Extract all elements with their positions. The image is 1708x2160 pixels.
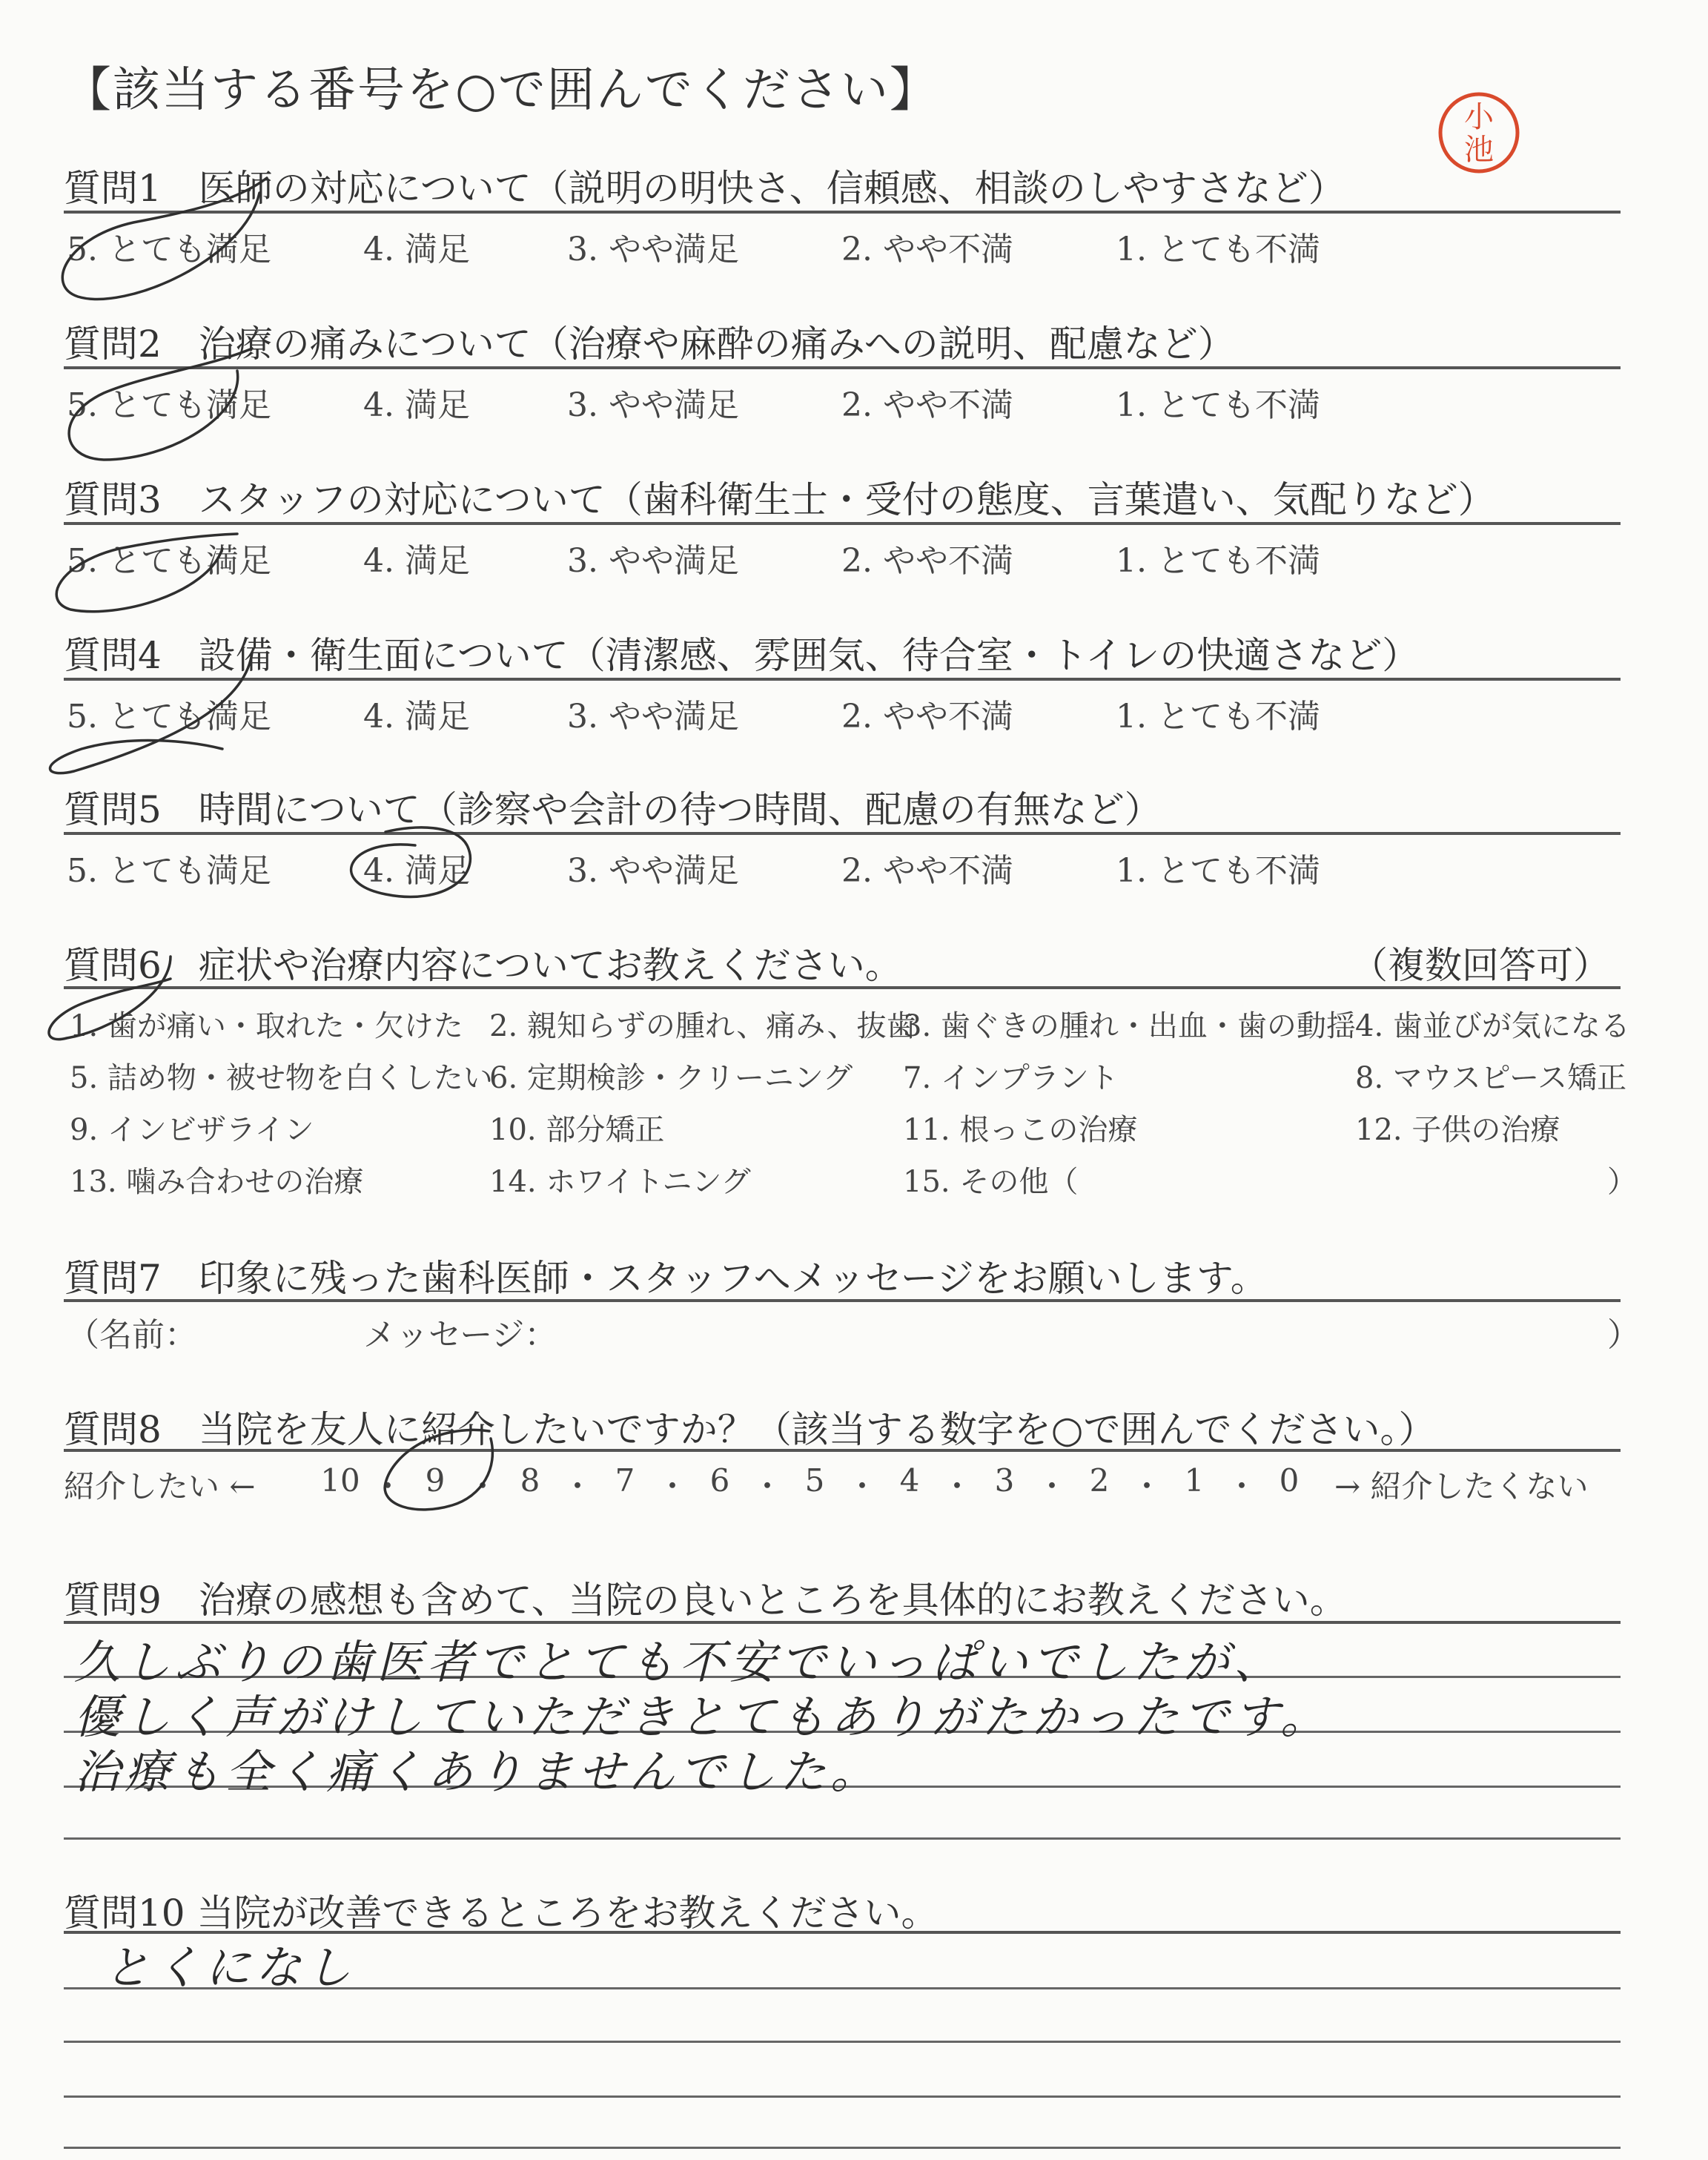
question-4-rule	[64, 678, 1621, 681]
q9-handwritten-answer-3: 治療も全く痛くありませんでした。	[74, 1745, 881, 1799]
q4-option-4[interactable]: 4. 満足	[363, 698, 470, 736]
q4-option-1[interactable]: 1. とても不満	[1116, 698, 1320, 736]
q8-scale-separator: ・	[371, 1468, 403, 1505]
q10-answer-line-3	[64, 2095, 1621, 2098]
question-7-title: 質問7 印象に残った歯科医師・スタッフへメッセージをお願いします。	[64, 1257, 1268, 1300]
question-5-rule	[64, 832, 1621, 835]
hanko-stamp	[1437, 90, 1521, 175]
q6-item-7[interactable]: 7. インプラント	[903, 1061, 1119, 1095]
q6-item-8[interactable]: 8. マウスピース矯正	[1355, 1061, 1627, 1095]
q7-name-field[interactable]	[222, 1309, 348, 1347]
q10-handwritten-answer: とくになし	[104, 1941, 357, 1995]
q8-scale-6[interactable]: 6	[709, 1462, 730, 1499]
question-4-title: 質問4 設備・衛生面について（清潔感、雰囲気、待合室・トイレの快適さなど）	[64, 634, 1420, 677]
q6-item-14[interactable]: 14. ホワイトニング	[489, 1165, 751, 1199]
q10-answer-line-2	[64, 2041, 1621, 2043]
q6-item-5[interactable]: 5. 詰め物・被せ物を白くしたい	[70, 1061, 493, 1095]
q2-option-2[interactable]: 2. やや不満	[841, 386, 1013, 424]
question-1-title: 質問1 医師の対応について（説明の明快さ、信頼感、相談のしやすさなど）	[64, 167, 1345, 210]
q2-option-3[interactable]: 3. やや満足	[567, 386, 739, 424]
q8-scale-4[interactable]: 4	[899, 1462, 920, 1499]
q4-option-2[interactable]: 2. やや不満	[841, 698, 1013, 736]
q8-scale-9[interactable]: 9	[425, 1462, 446, 1499]
q9-handwritten-answer-2: 優しく声がけしていただきとてもありがたかったです。	[74, 1690, 1331, 1744]
q1-option-1[interactable]: 1. とても不満	[1116, 231, 1320, 268]
q6-other-close-paren: ）	[1607, 1165, 1637, 1199]
question-3-title: 質問3 スタッフの対応について（歯科衛生士・受付の態度、言葉遣い、気配りなど）	[64, 478, 1495, 521]
q2-option-4[interactable]: 4. 満足	[363, 386, 470, 424]
q6-item-2[interactable]: 2. 親知らずの腫れ、痛み、抜歯	[489, 1009, 916, 1043]
question-8-title: 質問8 当院を友人に紹介したいですか？（該当する数字を○で囲んでください。）	[64, 1408, 1436, 1451]
q8-scale-3[interactable]: 3	[994, 1462, 1015, 1499]
q5-option-4[interactable]: 4. 満足	[363, 852, 470, 890]
q7-name-label: （名前：	[67, 1316, 197, 1354]
q1-option-5[interactable]: 5. とても満足	[67, 231, 271, 268]
q1-option-3[interactable]: 3. やや満足	[567, 231, 739, 268]
q2-option-1[interactable]: 1. とても不満	[1116, 386, 1320, 424]
q8-scale-separator: ・	[1131, 1468, 1162, 1505]
q3-option-5[interactable]: 5. とても満足	[67, 542, 271, 580]
question-7-rule	[64, 1299, 1621, 1302]
q6-item-10[interactable]: 10. 部分矯正	[489, 1113, 665, 1147]
form-header: 【該当する番号を○で囲んでください】	[64, 63, 939, 118]
q4-option-3[interactable]: 3. やや満足	[567, 698, 739, 736]
q10-answer-line-4	[64, 2147, 1621, 2149]
q8-scale-separator: ・	[751, 1468, 783, 1505]
q8-scale-separator: ・	[941, 1468, 973, 1505]
question-2-rule	[64, 366, 1621, 369]
question-5-title: 質問5 時間について（診察や会計の待つ時間、配慮の有無など）	[64, 788, 1162, 831]
q6-item-15[interactable]: 15. その他（	[903, 1165, 1079, 1199]
q1-option-4[interactable]: 4. 満足	[363, 231, 470, 268]
q8-scale-separator: ・	[466, 1468, 498, 1505]
q8-scale-1[interactable]: 1	[1184, 1462, 1205, 1499]
q8-scale-separator: ・	[656, 1468, 688, 1505]
q6-item-12[interactable]: 12. 子供の治療	[1355, 1113, 1560, 1147]
q8-scale-0[interactable]: 0	[1279, 1462, 1300, 1499]
q6-item-13[interactable]: 13. 噛み合わせの治療	[70, 1165, 364, 1199]
q3-option-4[interactable]: 4. 満足	[363, 542, 470, 580]
question-6-note: （複数回答可）	[1351, 944, 1610, 987]
question-2-title: 質問2 治療の痛みについて（治療や麻酔の痛みへの説明、配慮など）	[64, 323, 1235, 366]
q8-scale-8[interactable]: 8	[520, 1462, 540, 1499]
q8-scale-separator: ・	[561, 1468, 593, 1505]
q8-scale-separator: ・	[1036, 1468, 1068, 1505]
q6-item-11[interactable]: 11. 根っこの治療	[903, 1113, 1138, 1147]
q2-option-5[interactable]: 5. とても満足	[67, 386, 271, 424]
q1-option-2[interactable]: 2. やや不満	[841, 231, 1013, 268]
q8-scale-10[interactable]: 10	[320, 1462, 360, 1499]
q8-scale-separator: ・	[1225, 1468, 1257, 1505]
q5-option-2[interactable]: 2. やや不満	[841, 852, 1013, 890]
q8-scale-5[interactable]: 5	[804, 1462, 825, 1499]
question-10-title: 質問10 当院が改善できるところをお教えください。	[64, 1892, 939, 1935]
q8-scale-separator: ・	[846, 1468, 878, 1505]
q3-option-1[interactable]: 1. とても不満	[1116, 542, 1320, 580]
q9-answer-line-4	[64, 1837, 1621, 1840]
q6-item-3[interactable]: 3. 歯ぐきの腫れ・出血・歯の動揺	[903, 1009, 1356, 1043]
q8-scale-7[interactable]: 7	[615, 1462, 635, 1499]
q6-item-1[interactable]: 1. 歯が痛い・取れた・欠けた	[70, 1009, 463, 1043]
q6-item-4[interactable]: 4. 歯並びが気になる	[1355, 1009, 1630, 1043]
q7-message-label: メッセージ：	[363, 1316, 557, 1354]
q3-option-2[interactable]: 2. やや不満	[841, 542, 1013, 580]
question-9-rule	[64, 1621, 1621, 1624]
q9-handwritten-answer-1: 久しぶりの歯医者でとても不安でいっぱいでしたが、	[74, 1635, 1285, 1689]
question-6-title: 質問6 症状や治療内容についてお教えください。	[64, 944, 902, 987]
q5-option-1[interactable]: 1. とても不満	[1116, 852, 1320, 890]
q7-close-paren: ）	[1607, 1316, 1640, 1354]
q5-option-3[interactable]: 3. やや満足	[567, 852, 739, 890]
q8-scale	[319, 1462, 1311, 1507]
q6-item-9[interactable]: 9. インビザライン	[70, 1113, 314, 1147]
q5-option-5[interactable]: 5. とても満足	[67, 852, 271, 890]
q8-scale-2[interactable]: 2	[1089, 1462, 1110, 1499]
q4-option-5[interactable]: 5. とても満足	[67, 698, 271, 736]
q6-item-6[interactable]: 6. 定期検診・クリーニング	[489, 1061, 853, 1095]
question-8-rule	[64, 1449, 1621, 1452]
q3-option-3[interactable]: 3. やや満足	[567, 542, 739, 580]
q7-message-field[interactable]	[563, 1309, 1594, 1347]
question-9-title: 質問9 治療の感想も含めて、当院の良いところを具体的にお教えください。	[64, 1579, 1347, 1622]
q8-left-label: 紹介したい ←	[64, 1468, 256, 1505]
question-6-rule	[64, 986, 1621, 989]
q8-right-label: → 紹介したくない	[1334, 1468, 1589, 1505]
question-3-rule	[64, 522, 1621, 525]
question-1-rule	[64, 211, 1621, 214]
stamp-name: 小 池	[1464, 100, 1494, 167]
